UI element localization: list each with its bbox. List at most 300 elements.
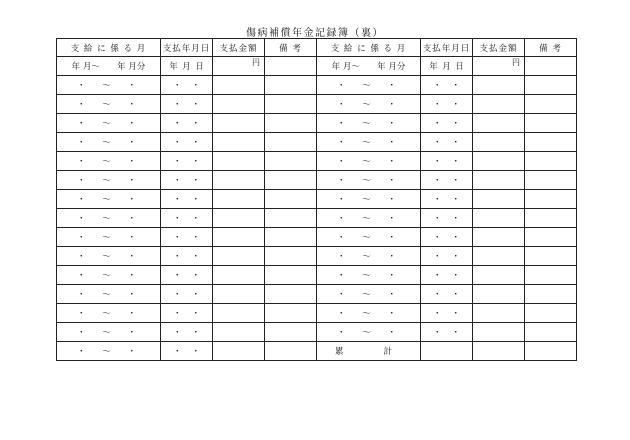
- header-period-label: 支 給 に 係 る 月: [70, 43, 147, 54]
- units-pay-date: [421, 57, 473, 76]
- period-dot-to: ・: [127, 100, 136, 110]
- period-dot-to: ・: [127, 290, 136, 300]
- period-wave: 〜: [102, 309, 111, 319]
- notes-cell: [525, 247, 577, 266]
- period-dot-from: ・: [77, 138, 86, 148]
- pay-date-cell: [421, 342, 473, 361]
- unit-period-to: 年 月分: [117, 62, 146, 72]
- date-dot-2: ・: [191, 252, 200, 262]
- date-dot-1: ・: [433, 157, 442, 167]
- notes-cell: [525, 228, 577, 247]
- pay-date-cell: [421, 133, 473, 152]
- notes-cell: [265, 171, 317, 190]
- period-cell: [57, 209, 161, 228]
- notes-cell: [265, 209, 317, 228]
- pay-date-cell: [421, 152, 473, 171]
- amount-cell: [473, 247, 525, 266]
- date-dot-2: ・: [191, 290, 200, 300]
- period-cell: [57, 323, 161, 342]
- period-wave: 〜: [362, 290, 371, 300]
- period-dot-from: ・: [337, 233, 346, 243]
- period-dot-to: ・: [127, 176, 136, 186]
- total-label-cell: [317, 342, 421, 361]
- ledger-table: [56, 38, 577, 361]
- units-notes: [265, 57, 317, 76]
- notes-cell: [265, 266, 317, 285]
- period-cell: [317, 76, 421, 95]
- amount-cell: [473, 171, 525, 190]
- ledger-row: [57, 323, 577, 342]
- period-dot-to: ・: [387, 328, 396, 338]
- ledger-row: [57, 76, 577, 95]
- period-dot-from: ・: [337, 195, 346, 205]
- period-dot-from: ・: [337, 290, 346, 300]
- date-dot-2: ・: [451, 252, 460, 262]
- pay-date-cell: [161, 95, 213, 114]
- amount-cell: [213, 171, 265, 190]
- pay-date-cell: [421, 95, 473, 114]
- pay-date-cell: [161, 171, 213, 190]
- date-dot-1: ・: [173, 347, 182, 357]
- period-wave: 〜: [102, 100, 111, 110]
- period-dot-from: ・: [337, 271, 346, 281]
- notes-cell: [265, 152, 317, 171]
- notes-cell: [265, 285, 317, 304]
- period-dot-from: ・: [337, 138, 346, 148]
- ledger-row: [57, 247, 577, 266]
- notes-cell: [525, 323, 577, 342]
- period-dot-from: ・: [337, 119, 346, 129]
- notes-cell: [265, 76, 317, 95]
- period-dot-from: ・: [337, 309, 346, 319]
- header-amount: [473, 39, 525, 57]
- date-dot-1: ・: [173, 214, 182, 224]
- pay-date-cell: [161, 304, 213, 323]
- date-dot-2: ・: [451, 138, 460, 148]
- period-cell: [57, 114, 161, 133]
- amount-cell: [213, 247, 265, 266]
- notes-cell: [265, 228, 317, 247]
- pay-date-cell: [161, 152, 213, 171]
- period-dot-from: ・: [77, 290, 86, 300]
- period-cell: [57, 342, 161, 361]
- amount-cell: [213, 304, 265, 323]
- date-dot-1: ・: [433, 138, 442, 148]
- period-dot-to: ・: [127, 81, 136, 91]
- pay-date-cell: [161, 285, 213, 304]
- period-cell: [317, 152, 421, 171]
- date-dot-1: ・: [433, 290, 442, 300]
- date-dot-2: ・: [451, 328, 460, 338]
- unit-year: 年: [169, 62, 178, 72]
- date-dot-1: ・: [173, 271, 182, 281]
- period-dot-from: ・: [77, 309, 86, 319]
- period-cell: [317, 190, 421, 209]
- pay-date-cell: [421, 247, 473, 266]
- amount-cell: [473, 114, 525, 133]
- period-wave: 〜: [362, 252, 371, 262]
- date-dot-1: ・: [173, 290, 182, 300]
- period-cell: [57, 304, 161, 323]
- period-wave: 〜: [362, 233, 371, 243]
- period-wave: 〜: [362, 176, 371, 186]
- notes-cell: [265, 247, 317, 266]
- unit-year: 年: [429, 62, 438, 72]
- pay-date-cell: [421, 266, 473, 285]
- ledger-row: [57, 228, 577, 247]
- unit-period-from: 年 月〜: [331, 62, 360, 72]
- notes-cell: [525, 171, 577, 190]
- amount-cell: [213, 323, 265, 342]
- period-dot-from: ・: [77, 214, 86, 224]
- period-dot-from: ・: [77, 271, 86, 281]
- period-dot-to: ・: [387, 214, 396, 224]
- period-wave: 〜: [362, 328, 371, 338]
- pay-date-cell: [421, 114, 473, 133]
- date-dot-2: ・: [451, 309, 460, 319]
- date-dot-1: ・: [173, 100, 182, 110]
- ledger-row: [57, 190, 577, 209]
- period-dot-to: ・: [127, 252, 136, 262]
- unit-month: 月: [442, 62, 451, 72]
- period-dot-to: ・: [127, 271, 136, 281]
- notes-cell: [525, 95, 577, 114]
- amount-cell: [473, 209, 525, 228]
- period-dot-to: ・: [387, 233, 396, 243]
- date-dot-2: ・: [451, 233, 460, 243]
- date-dot-1: ・: [173, 138, 182, 148]
- period-wave: 〜: [102, 138, 111, 148]
- amount-cell: [213, 342, 265, 361]
- ledger-row: [57, 209, 577, 228]
- units-period: [317, 57, 421, 76]
- units-amount: [473, 57, 525, 76]
- page-title: 傷病補償年金記録簿（裏）: [246, 28, 384, 39]
- date-dot-1: ・: [433, 252, 442, 262]
- units-period: [57, 57, 161, 76]
- units-notes: [525, 57, 577, 76]
- units-amount: [213, 57, 265, 76]
- period-dot-to: ・: [127, 119, 136, 129]
- unit-day: 日: [195, 62, 204, 72]
- pay-date-cell: [421, 209, 473, 228]
- header-pay-date: [421, 39, 473, 57]
- units-row: [57, 57, 577, 76]
- date-dot-1: ・: [173, 176, 182, 186]
- notes-cell: [265, 304, 317, 323]
- pay-date-cell: [161, 76, 213, 95]
- notes-cell: [525, 285, 577, 304]
- period-dot-from: ・: [77, 157, 86, 167]
- period-dot-to: ・: [127, 233, 136, 243]
- date-dot-2: ・: [451, 195, 460, 205]
- period-dot-from: ・: [337, 176, 346, 186]
- date-dot-1: ・: [433, 309, 442, 319]
- unit-period-to: 年 月分: [377, 62, 406, 72]
- amount-cell: [473, 304, 525, 323]
- date-dot-1: ・: [433, 195, 442, 205]
- pay-date-cell: [161, 266, 213, 285]
- notes-cell: [525, 304, 577, 323]
- amount-cell: [213, 209, 265, 228]
- period-dot-to: ・: [387, 195, 396, 205]
- date-dot-2: ・: [191, 233, 200, 243]
- period-cell: [317, 266, 421, 285]
- amount-cell: [213, 152, 265, 171]
- date-dot-2: ・: [451, 100, 460, 110]
- pay-date-cell: [421, 76, 473, 95]
- header-period: [317, 39, 421, 57]
- date-dot-1: ・: [433, 328, 442, 338]
- period-cell: [57, 266, 161, 285]
- pay-date-cell: [161, 342, 213, 361]
- period-dot-from: ・: [337, 214, 346, 224]
- period-dot-to: ・: [127, 157, 136, 167]
- period-wave: 〜: [362, 119, 371, 129]
- period-wave: 〜: [102, 290, 111, 300]
- notes-cell: [525, 152, 577, 171]
- period-dot-to: ・: [127, 309, 136, 319]
- date-dot-2: ・: [451, 271, 460, 281]
- period-cell: [317, 304, 421, 323]
- pay-date-cell: [161, 209, 213, 228]
- amount-cell: [473, 152, 525, 171]
- header-pay-date-label: 支払年月日: [422, 43, 471, 54]
- notes-cell: [265, 342, 317, 361]
- period-cell: [317, 209, 421, 228]
- amount-cell: [473, 95, 525, 114]
- period-dot-from: ・: [337, 157, 346, 167]
- header-period: [57, 39, 161, 57]
- period-cell: [57, 152, 161, 171]
- period-dot-to: ・: [387, 100, 396, 110]
- date-dot-1: ・: [433, 81, 442, 91]
- period-cell: [57, 190, 161, 209]
- amount-cell: [473, 285, 525, 304]
- units-pay-date: [161, 57, 213, 76]
- notes-cell: [265, 190, 317, 209]
- period-dot-from: ・: [337, 81, 346, 91]
- period-cell: [57, 76, 161, 95]
- period-dot-from: ・: [77, 347, 86, 357]
- header-amount: [213, 39, 265, 57]
- period-wave: 〜: [102, 252, 111, 262]
- ledger-row: [57, 171, 577, 190]
- pay-date-cell: [161, 247, 213, 266]
- pay-date-cell: [421, 228, 473, 247]
- date-dot-2: ・: [191, 271, 200, 281]
- date-dot-1: ・: [173, 119, 182, 129]
- ledger-row: [57, 304, 577, 323]
- period-cell: [317, 228, 421, 247]
- amount-cell: [473, 266, 525, 285]
- ledger-row: [57, 152, 577, 171]
- ledger-row: [57, 285, 577, 304]
- ledger-row: [57, 342, 577, 361]
- period-wave: 〜: [102, 195, 111, 205]
- period-dot-to: ・: [387, 176, 396, 186]
- header-amount-label: 支払金額: [219, 43, 258, 54]
- amount-cell: [213, 266, 265, 285]
- date-dot-1: ・: [173, 81, 182, 91]
- period-cell: [317, 133, 421, 152]
- pay-date-cell: [161, 190, 213, 209]
- date-dot-1: ・: [433, 119, 442, 129]
- header-notes: [265, 39, 317, 57]
- period-cell: [57, 133, 161, 152]
- header-amount-label: 支払金額: [479, 43, 518, 54]
- period-cell: [317, 285, 421, 304]
- period-wave: 〜: [102, 328, 111, 338]
- period-dot-to: ・: [387, 309, 396, 319]
- pay-date-cell: [161, 323, 213, 342]
- period-dot-from: ・: [77, 233, 86, 243]
- period-dot-to: ・: [127, 195, 136, 205]
- period-dot-to: ・: [127, 328, 136, 338]
- date-dot-2: ・: [191, 119, 200, 129]
- amount-cell: [213, 285, 265, 304]
- date-dot-2: ・: [191, 138, 200, 148]
- date-dot-1: ・: [433, 233, 442, 243]
- unit-yen: 円: [252, 57, 260, 67]
- date-dot-2: ・: [191, 195, 200, 205]
- period-dot-from: ・: [77, 195, 86, 205]
- period-cell: [317, 171, 421, 190]
- notes-cell: [525, 76, 577, 95]
- period-wave: 〜: [102, 233, 111, 243]
- period-wave: 〜: [362, 195, 371, 205]
- period-dot-from: ・: [77, 252, 86, 262]
- amount-cell: [213, 76, 265, 95]
- notes-cell: [265, 95, 317, 114]
- unit-day: 日: [455, 62, 464, 72]
- ledger-row: [57, 266, 577, 285]
- period-wave: 〜: [362, 271, 371, 281]
- pay-date-cell: [161, 114, 213, 133]
- date-dot-2: ・: [191, 347, 200, 357]
- date-dot-2: ・: [191, 81, 200, 91]
- period-dot-to: ・: [387, 157, 396, 167]
- date-dot-1: ・: [173, 252, 182, 262]
- header-notes: [525, 39, 577, 57]
- period-wave: 〜: [362, 309, 371, 319]
- period-wave: 〜: [102, 214, 111, 224]
- period-wave: 〜: [362, 157, 371, 167]
- date-dot-1: ・: [433, 100, 442, 110]
- header-pay-date: [161, 39, 213, 57]
- date-dot-1: ・: [173, 157, 182, 167]
- pay-date-cell: [421, 285, 473, 304]
- pay-date-cell: [161, 228, 213, 247]
- period-dot-to: ・: [127, 347, 136, 357]
- amount-cell: [213, 95, 265, 114]
- date-dot-2: ・: [191, 309, 200, 319]
- period-wave: 〜: [362, 100, 371, 110]
- ledger-row: [57, 133, 577, 152]
- date-dot-2: ・: [451, 290, 460, 300]
- period-wave: 〜: [362, 138, 371, 148]
- period-dot-from: ・: [77, 100, 86, 110]
- date-dot-2: ・: [451, 214, 460, 224]
- amount-cell: [213, 190, 265, 209]
- pay-date-cell: [421, 304, 473, 323]
- date-dot-1: ・: [173, 233, 182, 243]
- period-wave: 〜: [102, 271, 111, 281]
- total-label-2: 計: [383, 347, 392, 357]
- amount-cell: [473, 133, 525, 152]
- period-dot-from: ・: [337, 100, 346, 110]
- period-dot-to: ・: [387, 119, 396, 129]
- pay-date-cell: [161, 133, 213, 152]
- notes-cell: [525, 342, 577, 361]
- total-label-1: 累: [335, 347, 344, 357]
- date-dot-2: ・: [191, 176, 200, 186]
- date-dot-2: ・: [191, 157, 200, 167]
- header-row: [57, 39, 577, 57]
- notes-cell: [265, 133, 317, 152]
- unit-period-from: 年 月〜: [71, 62, 100, 72]
- pay-date-cell: [421, 171, 473, 190]
- period-cell: [57, 95, 161, 114]
- period-cell: [317, 247, 421, 266]
- ledger-row: [57, 95, 577, 114]
- period-wave: 〜: [362, 214, 371, 224]
- period-wave: 〜: [102, 157, 111, 167]
- header-notes-label: 備 考: [279, 43, 302, 54]
- period-cell: [317, 114, 421, 133]
- notes-cell: [265, 114, 317, 133]
- date-dot-2: ・: [451, 176, 460, 186]
- amount-cell: [213, 228, 265, 247]
- period-dot-from: ・: [337, 252, 346, 262]
- period-dot-from: ・: [77, 328, 86, 338]
- amount-cell: [473, 190, 525, 209]
- unit-yen: 円: [512, 57, 520, 67]
- period-cell: [317, 95, 421, 114]
- period-wave: 〜: [102, 176, 111, 186]
- date-dot-2: ・: [451, 81, 460, 91]
- notes-cell: [525, 133, 577, 152]
- period-cell: [57, 228, 161, 247]
- period-cell: [57, 285, 161, 304]
- period-cell: [317, 323, 421, 342]
- period-dot-from: ・: [77, 119, 86, 129]
- date-dot-2: ・: [191, 100, 200, 110]
- notes-cell: [525, 190, 577, 209]
- amount-cell: [473, 76, 525, 95]
- amount-cell: [473, 228, 525, 247]
- period-wave: 〜: [102, 119, 111, 129]
- period-wave: 〜: [102, 81, 111, 91]
- period-dot-to: ・: [387, 81, 396, 91]
- pay-date-cell: [421, 190, 473, 209]
- header-pay-date-label: 支払年月日: [162, 43, 211, 54]
- notes-cell: [525, 114, 577, 133]
- amount-cell: [213, 133, 265, 152]
- period-dot-from: ・: [77, 176, 86, 186]
- period-dot-to: ・: [387, 138, 396, 148]
- amount-cell: [473, 342, 525, 361]
- date-dot-1: ・: [173, 195, 182, 205]
- period-dot-to: ・: [387, 252, 396, 262]
- date-dot-2: ・: [451, 157, 460, 167]
- notes-cell: [265, 323, 317, 342]
- header-period-label: 支 給 に 係 る 月: [330, 43, 407, 54]
- period-cell: [57, 171, 161, 190]
- date-dot-1: ・: [433, 214, 442, 224]
- pay-date-cell: [421, 323, 473, 342]
- date-dot-1: ・: [173, 309, 182, 319]
